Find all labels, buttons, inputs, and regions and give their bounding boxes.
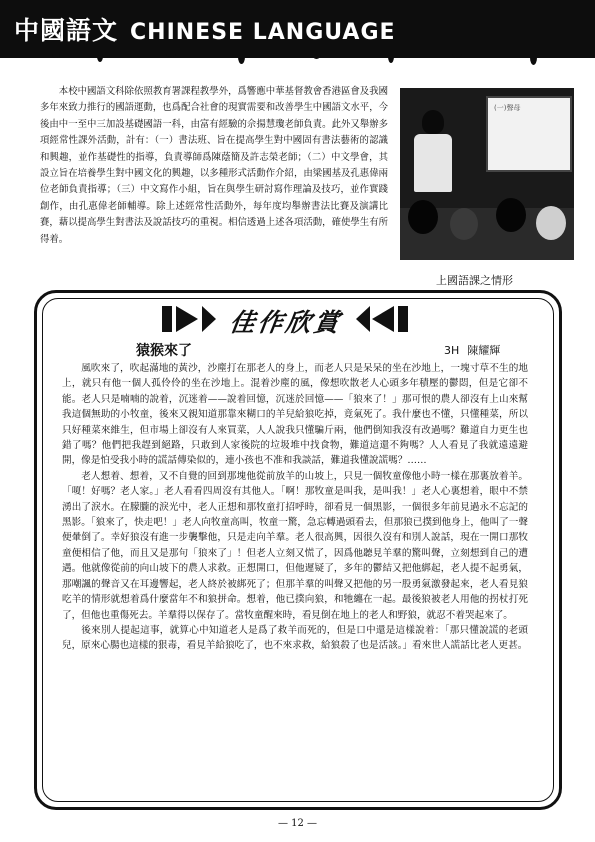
author-name: 陳耀輝	[467, 344, 501, 357]
logo-bracket-left	[162, 306, 172, 332]
logo-wedge-left-small	[202, 306, 216, 332]
ink-drip	[52, 50, 60, 58]
logo-wedge-right-small	[356, 306, 370, 332]
intro-paragraph: 本校中國語文科除依照教育署課程教學外，爲響應中華基督教會香港區會及我國多年來致力推行的國語運動，也爲配合社會的現實需要和改善學生中國語文水平，今後由中一至中三加設基礎國語一科，由富有經驗的佘揚慧瓊老師負責。此外又舉辦多項經常性課外活動，計有：（一）書法班、旨在提高學生對中國固有書法藝術的認識和興趣，並作基礎性的指導，負責導師爲陳蔭簡及許志榮老師；（二）中文學會，其設立旨在培養學生對中國文化的興趣，以多種形式活動作介紹，由梁國基及孔惠偉兩位老師負責指導；（三）中文寫作小組，旨在與學生研討寫作理論及技巧，並作實踐創作，由孔惠偉老師輔導。除上述經常性活動外，每年度均舉辦書法比賽及演講比賽，藉以提高學生對書法及說話技巧的重視。相信透過上述各項活動，確使學生有所得着。	[40, 86, 388, 245]
story-paragraph: 後來別人提起這事，就算心中知道老人是爲了救羊而死的，但是口中還是這樣說着：「那只懂說謊的老頭兒，原來心腸也這樣的狠毒，看見羊給狼吃了，也不來求救，給狼殺了也是活該。」看來世人謊話比老人更甚。	[62, 624, 528, 652]
ink-drip	[97, 50, 103, 62]
student-figure	[408, 200, 438, 234]
story-body	[62, 361, 528, 654]
student-figure	[450, 208, 478, 240]
section-title	[14, 11, 396, 47]
logo-bracket-right	[398, 306, 408, 332]
story-author	[444, 342, 500, 358]
ink-drip	[238, 50, 245, 64]
teacher-figure-body	[414, 134, 452, 192]
student-figure	[496, 198, 526, 232]
student-figure	[536, 206, 566, 240]
section-header-banner	[0, 0, 595, 58]
page-number: — 12 —	[277, 818, 318, 829]
ink-drip	[452, 50, 462, 58]
teacher-figure-head	[422, 110, 444, 134]
blackboard-writing: (一)聲母	[494, 104, 521, 112]
story-paragraph: 風吹來了，吹起滿地的黃沙，沙塵打在那老人的身上，而老人只是呆呆的坐在沙地上，一塊寸草不生的地上，就只有他一個人孤伶伶的坐在沙地上。混着沙塵的風，像想吹散老人心頭多年積壓的鬱悶，但是它卻不能。老人只是喃喃的說着，沉迷着——說着回憶，沉迷於回憶——「狼來了！」那可恨的農人卻沒有上山來幫我這個無助的小牧童，後來又親知道那靠來糊口的羊兒給狼吃掉，竟氣死了。我什麼也不懂，只懂種菜，所以只好種菜來維生，但市場上卻沒有人來買菜，人人說我只懂騙斤兩，他們倒知我沒有改過嗎？難道自力更生也錯了嗎？他們把我趕到絕路，只敢到人家後院的垃圾堆中找食物，難道這還不夠嗎？人人看見了我就遠遠避開，像是怕受我小時的謊話傳染似的，連小孩也不准和我談話，難道我懂說謊嗎？……	[62, 363, 528, 467]
story-title: 猿猴來了	[136, 343, 192, 359]
classroom-photo	[400, 88, 574, 260]
featured-works-logo	[162, 302, 408, 336]
blackboard	[486, 96, 572, 172]
section-title-chinese: 中國語文	[14, 16, 119, 45]
author-class: 3H	[444, 344, 460, 357]
ink-drip	[388, 50, 394, 63]
logo-text: 佳作欣賞	[227, 308, 344, 337]
ink-drip	[530, 50, 537, 65]
logo-wedge-right	[372, 306, 394, 332]
photo-caption: 上國語課之情形	[436, 274, 513, 287]
ink-drip	[166, 50, 176, 57]
ink-drip	[312, 50, 321, 59]
section-title-english: CHINESE LANGUAGE	[130, 20, 396, 45]
logo-wedge-left	[176, 306, 198, 332]
story-paragraph: 老人想着、想着，又不自覺的回到那塊他從前放羊的山坡上，只見一個牧童像他小時一樣在那裏放着羊。「嗄！好嗎？老人家。」老人看看四周沒有其他人。「啊！那牧童是叫我，是叫我！」老人心裏想着，眼中不禁湧出了淚水。在朦朧的淚光中，老人正想和那牧童打招呼時，卻看見一個黑影，一個很多年前見過永不忘記的黑影。「狼來了，快走吧！」老人向牧童高叫，牧童一驚，急忘轉過頭看去，但那狼已撲到他身上，他叫了一聲便暈倒了。幸好狼沒有進一步襲擊他，只是走向羊羣。老人很高興，因很久沒有和別人說話，現在一開口那牧童便相信了他，而且又是那句「狼來了」！但老人立刻又慌了，因爲他聽見羊羣的驚叫聲，立刻想到自己的遭遇。他就像從前的向山坡下的農人求救。正想開口，但他遲疑了，多年的鬱結又把他綁起，老人提不起勇氣，那嘲諷的聲音又在耳邊響起，老人終於被綁死了；但那羊羣的叫聲又把他的另一股勇氣激發起來，老人看見狼吃羊的情形就想着爲什麼當年不和狼拼命。想着，他已撲向狼，和牠纏在一起。最後狼被老人用他的拐杖打死了，但他也重傷死去。羊羣得以保存了。當牧童醒來時，看見倒在地上的老人和野狼，就忍不着哭起來了。	[62, 470, 528, 621]
